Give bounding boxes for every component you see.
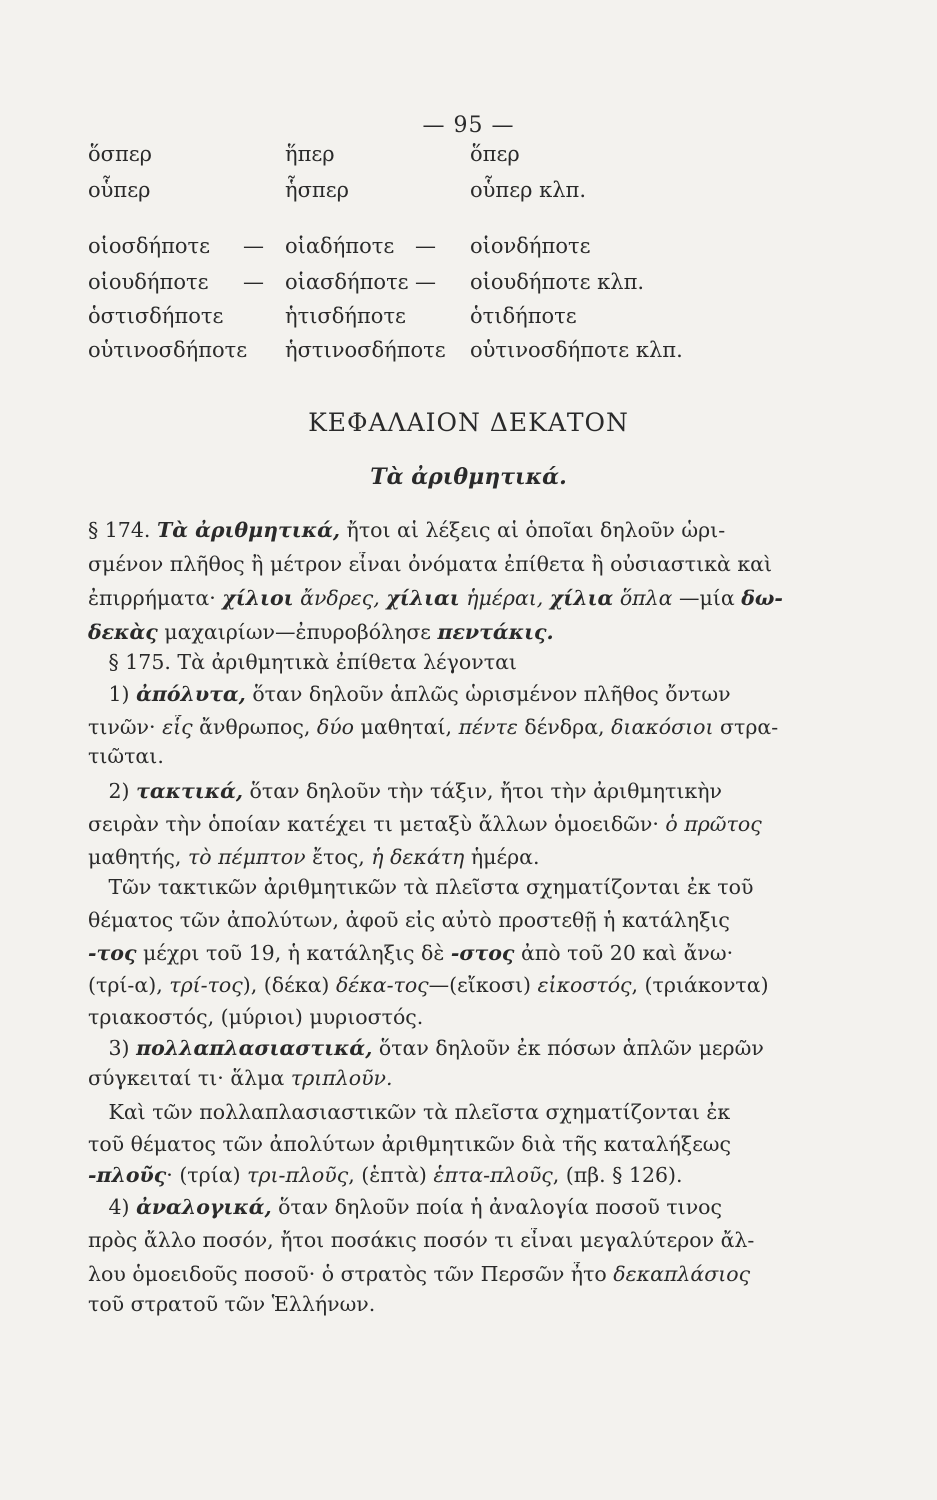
pronoun-masculine: ὁστισδήποτε <box>88 304 224 328</box>
text-run: 2) <box>88 779 137 803</box>
text-run: 1) <box>88 682 137 706</box>
pronoun-neuter: οὗπερ κλπ. <box>470 178 587 202</box>
text-run: σύγκειταί τι· ἅλμα <box>88 1066 291 1090</box>
pronoun-row <box>0 338 937 368</box>
text-line <box>88 779 863 803</box>
pronoun-feminine: οἱασδήποτε <box>285 270 409 294</box>
bold-term: ἀναλογικά, <box>136 1195 272 1219</box>
pronoun-row <box>0 142 937 172</box>
text-line <box>88 875 863 899</box>
text-run: ἤτοι αἱ λέξεις αἱ ὁποῖαι δηλοῦν ὡρι- <box>340 518 726 542</box>
pronoun-row <box>0 270 937 300</box>
italic-example: δεκαπλάσιος <box>613 1262 751 1286</box>
italic-example: δέκα-τος <box>335 973 429 997</box>
text-run: μαθητής, <box>88 845 188 869</box>
pronoun-neuter: οὑτινοσδήποτε κλπ. <box>470 338 683 362</box>
text-run: —μία <box>672 586 742 610</box>
bold-term: Τὰ ἀριθμητικά, <box>156 518 341 542</box>
italic-example: τριπλοῦν. <box>290 1066 393 1090</box>
pronoun-masculine: οὑτινοσδήποτε <box>88 338 248 362</box>
text-run: ἀπὸ τοῦ 20 καὶ ἄνω· <box>514 941 734 965</box>
text-run: (τρί-α), <box>88 973 170 997</box>
text-run: ), (δέκα) <box>242 973 336 997</box>
text-line <box>88 812 863 836</box>
bold-term: πεντάκις. <box>437 620 554 644</box>
bold-term: ἀπόλυτα, <box>136 682 246 706</box>
pronoun-neuter: ὅπερ <box>470 142 520 166</box>
text-run: ὅταν δηλοῦν ἁπλῶς ὡρισμένον πλῆθος ὄντων <box>245 682 731 706</box>
text-run: , (πβ. § 126). <box>552 1163 683 1187</box>
italic-example: εἷς <box>162 715 193 739</box>
text-run: —(εἴκοσι) <box>428 973 538 997</box>
text-line <box>88 1005 863 1029</box>
text-run: λου ὁμοειδοῦς ποσοῦ· ὁ στρατὸς τῶν Περσῶν ἦτο <box>88 1262 614 1286</box>
pronoun-feminine: ἧσπερ <box>285 178 349 202</box>
bold-term: πολλαπλασιαστικά, <box>136 1036 373 1060</box>
text-line <box>88 1036 863 1060</box>
italic-example: ἑπτα-πλοῦς <box>433 1163 553 1187</box>
pronoun-masculine: οἱουδήποτε <box>88 270 209 294</box>
text-run: πρὸς ἄλλο ποσόν, ἤτοι ποσάκις ποσόν τι εἶναι μεγαλύτερον ἄλ- <box>88 1228 755 1252</box>
text-line <box>88 908 863 932</box>
italic-example: εἰκοστός <box>537 973 632 997</box>
text-run: § 175. Τὰ ἀριθμητικὰ ἐπίθετα λέγονται <box>88 650 517 674</box>
text-line <box>88 682 863 706</box>
text-run: τινῶν· <box>88 715 163 739</box>
dash-separator: — <box>243 234 264 258</box>
pronoun-row <box>0 234 937 264</box>
pronoun-neuter: ὁτιδήποτε <box>470 304 577 328</box>
text-run: σειρὰν τὴν ὁποίαν κατέχει τι μεταξὺ ἄλλων ὁμοειδῶν· <box>88 812 666 836</box>
italic-example: τρί-τος <box>169 973 243 997</box>
text-line <box>88 715 863 739</box>
text-run: σμένον πλῆθος ἢ μέτρον εἶναι ὀνόματα ἐπίθετα ἢ οὐσιαστικὰ καὶ <box>88 552 773 576</box>
text-run: ἡμέρα. <box>464 845 540 869</box>
bold-term: χίλια <box>549 586 614 610</box>
text-run: § 174. <box>88 518 157 542</box>
text-line <box>88 1228 863 1252</box>
pronoun-masculine: οἱοσδήποτε <box>88 234 211 258</box>
text-line <box>88 1066 863 1090</box>
text-line <box>88 552 863 576</box>
text-run: στρα- <box>713 715 779 739</box>
text-line <box>88 1195 863 1219</box>
pronoun-feminine: ἡτισδήποτε <box>285 304 406 328</box>
text-run: ὅταν δηλοῦν τὴν τάξιν, ἤτοι τὴν ἀριθμητικὴν <box>243 779 722 803</box>
text-line <box>88 518 863 542</box>
text-line <box>88 744 863 768</box>
italic-example: τὸ πέμπτον <box>187 845 306 869</box>
text-run: μαχαιρίων—ἐπυροβόλησε <box>157 620 438 644</box>
pronoun-row <box>0 304 937 334</box>
italic-example: ἄνδρες, <box>293 586 387 610</box>
text-line <box>88 845 863 869</box>
text-run: ἐπιρρήματα· <box>88 586 223 610</box>
bold-term: -στος <box>450 941 515 965</box>
chapter-subtitle: Τὰ ἀριθμητικά. <box>370 464 567 490</box>
text-run: 4) <box>88 1195 137 1219</box>
text-line <box>88 586 863 610</box>
italic-example: τρι-πλοῦς <box>247 1163 349 1187</box>
text-run: , (ἑπτὰ) <box>348 1163 434 1187</box>
bold-term: -τος <box>88 941 137 965</box>
italic-example: ὁ πρῶτος <box>665 812 762 836</box>
text-run: ἔτος, <box>305 845 372 869</box>
bold-term: χίλιοι <box>222 586 294 610</box>
text-run: θέματος τῶν ἀπολύτων, ἀφοῦ εἰς αὐτὸ προστεθῇ ἡ κατάληξις <box>88 908 730 932</box>
text-run: , (τριάκοντα) <box>631 973 769 997</box>
page-number: — 95 — <box>422 113 515 138</box>
bold-term: δω- <box>741 586 783 610</box>
text-run: τοῦ θέματος τῶν ἀπολύτων ἀριθμητικῶν διὰ τῆς καταλήξεως <box>88 1132 732 1156</box>
pronoun-masculine: οὗπερ <box>88 178 151 202</box>
pronoun-neuter: οἱονδήποτε <box>470 234 591 258</box>
text-line <box>88 1132 863 1156</box>
bold-term: χίλιαι <box>386 586 460 610</box>
text-line <box>88 1292 863 1316</box>
dash-separator: — <box>415 234 436 258</box>
bold-term: τακτικά, <box>136 779 243 803</box>
text-line <box>88 941 863 965</box>
italic-example: ἡμέραι, <box>459 586 550 610</box>
italic-example: πέντε <box>458 715 518 739</box>
text-run: ἄνθρωπος, <box>192 715 317 739</box>
dash-separator: — <box>415 270 436 294</box>
text-run: ὅταν δηλοῦν ἐκ πόσων ἁπλῶν μερῶν <box>372 1036 764 1060</box>
pronoun-row <box>0 178 937 208</box>
chapter-title: ΚΕΦΑΛΑΙΟΝ ΔΕΚΑΤΟΝ <box>308 408 629 437</box>
pronoun-feminine: ἡστινοσδήποτε <box>285 338 446 362</box>
italic-example: ὅπλα <box>613 586 673 610</box>
dash-separator: — <box>243 270 264 294</box>
italic-example: ἡ δεκάτη <box>371 845 465 869</box>
text-run: μέχρι τοῦ 19, ἡ κατάληξις δὲ <box>136 941 451 965</box>
pronoun-feminine: ἥπερ <box>285 142 335 166</box>
text-run: τιῶται. <box>88 744 164 768</box>
text-line <box>88 1100 863 1124</box>
text-run: Καὶ τῶν πολλαπλασιαστικῶν τὰ πλεῖστα σχηματίζονται ἐκ <box>88 1100 731 1124</box>
text-line <box>88 620 863 644</box>
text-run: τριακοστός, (μύριοι) μυριοστός. <box>88 1005 424 1029</box>
pronoun-neuter: οἱουδήποτε κλπ. <box>470 270 645 294</box>
text-run: τοῦ στρατοῦ τῶν Ἑλλήνων. <box>88 1292 376 1316</box>
text-run: Τῶν τακτικῶν ἀριθμητικῶν τὰ πλεῖστα σχηματίζονται ἐκ τοῦ <box>88 875 754 899</box>
pronoun-masculine: ὅσπερ <box>88 142 153 166</box>
text-line <box>88 650 863 674</box>
text-line <box>88 1163 863 1187</box>
italic-example: διακόσιοι <box>611 715 714 739</box>
bold-term: -πλοῦς <box>88 1163 167 1187</box>
text-run: ὅταν δηλοῦν ποία ἡ ἀναλογία ποσοῦ τινος <box>271 1195 722 1219</box>
text-run: 3) <box>88 1036 137 1060</box>
pronoun-feminine: οἱαδήποτε <box>285 234 395 258</box>
text-run: δένδρα, <box>517 715 612 739</box>
text-run: · (τρία) <box>166 1163 248 1187</box>
italic-example: δύο <box>316 715 355 739</box>
text-line <box>88 1262 863 1286</box>
text-run: μαθηταί, <box>354 715 459 739</box>
bold-term: δεκὰς <box>88 620 158 644</box>
text-line <box>88 973 863 997</box>
